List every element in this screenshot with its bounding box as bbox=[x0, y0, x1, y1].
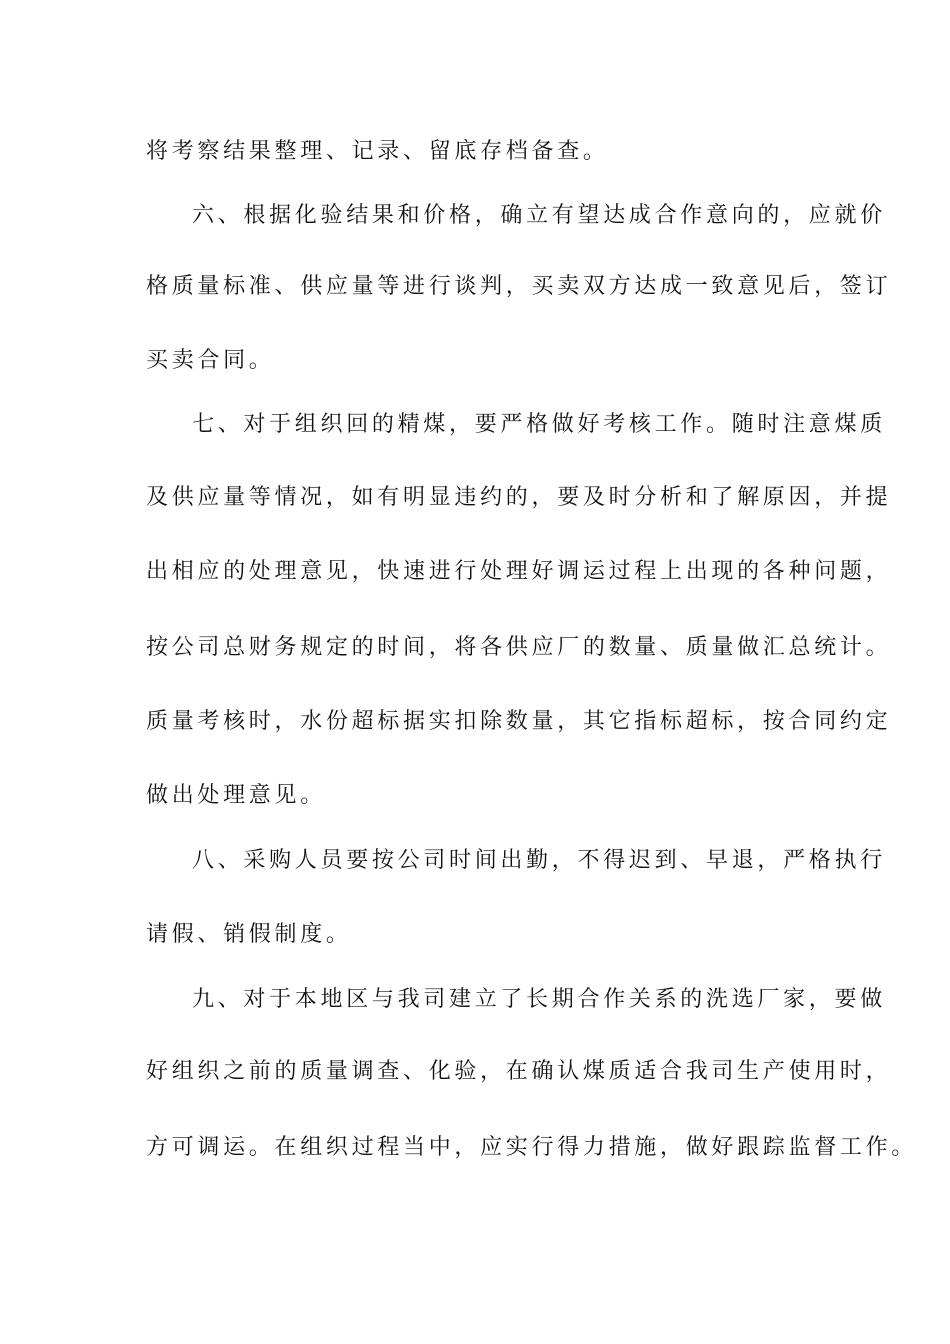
text-line: 做出处理意见。 bbox=[146, 783, 326, 808]
text-line: 格质量标准、供应量等进行谈判，买卖双方达成一致意见后，签订 bbox=[146, 274, 892, 299]
text-line: 七、对于组织回的精煤，要严格做好考核工作。随时注意煤质 bbox=[192, 412, 886, 437]
text-line: 六、根据化验结果和价格，确立有望达成合作意向的，应就价 bbox=[192, 203, 886, 228]
text-line: 好组织之前的质量调查、化验，在确认煤质适合我司生产使用时， bbox=[146, 1059, 892, 1084]
text-line: 将考察结果整理、记录、留底存档备查。 bbox=[146, 139, 609, 164]
text-line: 按公司总财务规定的时间，将各供应厂的数量、质量做汇总统计。 bbox=[146, 635, 892, 660]
text-line: 请假、销假制度。 bbox=[146, 922, 352, 947]
text-line: 买卖合同。 bbox=[146, 348, 275, 373]
text-line: 方可调运。在组织过程当中，应实行得力措施，做好跟踪监督工作。 bbox=[146, 1135, 918, 1160]
text-line: 及供应量等情况，如有明显违约的，要及时分析和了解原因，并提 bbox=[146, 485, 892, 510]
text-line: 出相应的处理意见，快速进行处理好调运过程上出现的各种问题， bbox=[146, 559, 892, 584]
text-line: 八、采购人员要按公司时间出勤，不得迟到、早退，严格执行 bbox=[192, 848, 886, 873]
text-line: 九、对于本地区与我司建立了长期合作关系的洗选厂家，要做 bbox=[192, 987, 886, 1012]
text-line: 质量考核时，水份超标据实扣除数量，其它指标超标，按合同约定 bbox=[146, 709, 892, 734]
